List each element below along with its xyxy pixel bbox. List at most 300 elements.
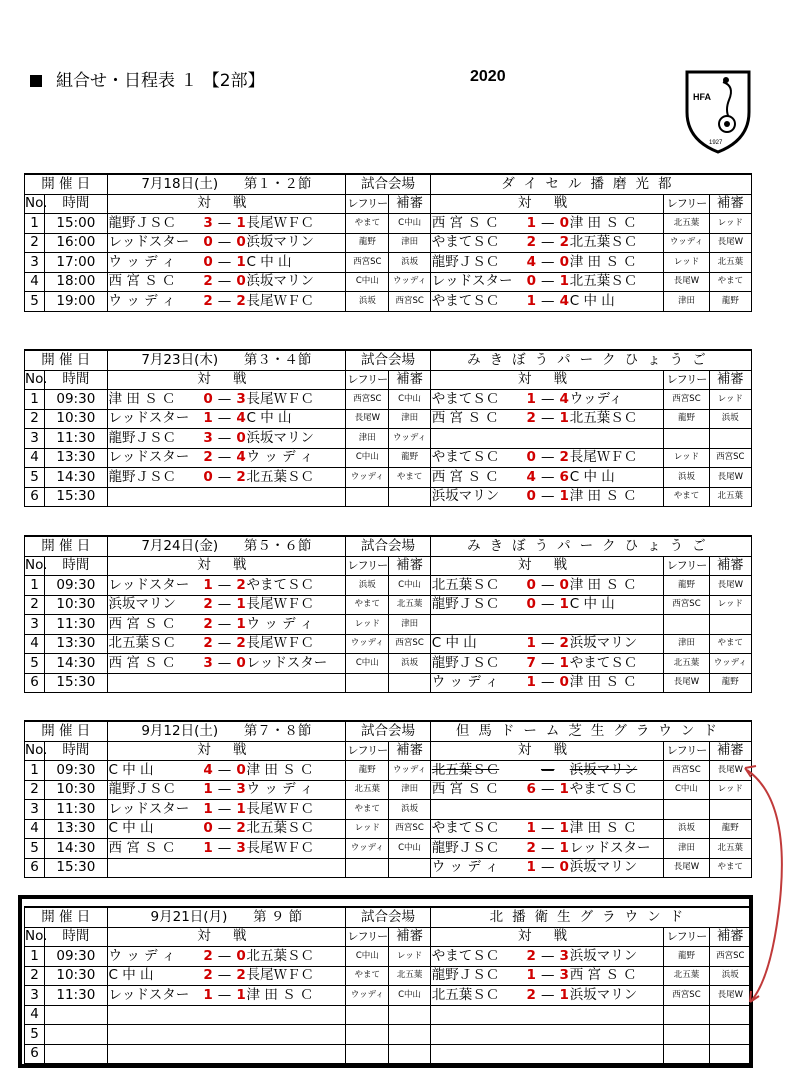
row-no: 4 <box>25 634 45 654</box>
table-row <box>25 634 752 654</box>
home-team: レッドスター <box>108 234 190 251</box>
home-team: 西 宮 Ｓ Ｃ <box>108 839 176 856</box>
match-line <box>432 391 663 408</box>
away-score: 1 <box>559 273 569 290</box>
match-left <box>107 780 346 800</box>
row-no: 6 <box>25 673 45 693</box>
referee: レッド <box>346 615 389 635</box>
row-no: 5 <box>25 654 45 674</box>
match-left <box>107 272 346 292</box>
away-team: ウッディ <box>569 390 623 407</box>
away-score: 0 <box>559 214 569 231</box>
assistant-referee: 北五葉 <box>709 253 751 273</box>
col-referee: レフリー <box>664 194 709 214</box>
assistant-referee: ウッディ <box>389 429 430 449</box>
row-no: 5 <box>25 468 45 488</box>
dash: — <box>217 635 232 652</box>
col-assistant: 補審 <box>709 927 751 947</box>
kickoff-time: 17:00 <box>45 253 107 273</box>
assistant-referee: 西宮SC <box>389 634 430 654</box>
dash: — <box>541 273 555 290</box>
match-line <box>109 655 345 672</box>
kickoff-time: 09:30 <box>45 761 107 781</box>
referee: やまて <box>346 214 389 234</box>
assistant-referee: 西宮SC <box>709 448 751 468</box>
home-score: 0 <box>526 596 536 613</box>
away-team: 長尾ＷＦＣ <box>569 449 638 466</box>
match-line <box>109 391 345 408</box>
away-team: 浜坂マリン <box>569 761 638 778</box>
match-right <box>430 448 664 468</box>
referee: レッド <box>346 819 389 839</box>
kickoff-time: 15:30 <box>45 673 107 693</box>
match-line <box>109 577 345 594</box>
match-right <box>430 780 664 800</box>
home-score: 0 <box>526 576 536 593</box>
home-team: やまてＳＣ <box>431 947 500 964</box>
dash: — <box>217 820 232 837</box>
referee: 浜坂 <box>664 468 709 488</box>
away-team: 津 田 Ｓ Ｃ <box>246 986 314 1003</box>
col-referee: レフリー <box>664 741 709 761</box>
referee: C中山 <box>346 654 389 674</box>
match-line <box>109 430 345 447</box>
match-left <box>107 214 346 234</box>
col-time: 時間 <box>45 370 107 390</box>
home-team: やまてＳＣ <box>431 390 500 407</box>
kickoff-time: 10:30 <box>45 595 107 615</box>
assistant-referee: ウッディ <box>389 761 430 781</box>
match-line <box>109 234 345 251</box>
assistant-referee: 浜坂 <box>709 966 751 986</box>
match-right <box>430 253 664 273</box>
col-referee: レフリー <box>664 927 709 947</box>
match-left <box>107 468 346 488</box>
home-score: 2 <box>526 986 536 1003</box>
away-score: 2 <box>236 820 246 837</box>
referee: 龍野 <box>664 576 709 596</box>
home-team: 龍野ＪＳＣ <box>431 654 500 671</box>
row-no: 5 <box>25 292 45 312</box>
dash: — <box>540 635 555 652</box>
dash: — <box>217 615 232 632</box>
col-assistant: 補審 <box>389 556 430 576</box>
assistant-referee: レッド <box>709 780 751 800</box>
home-team: レッドスター <box>108 449 190 466</box>
home-team: 津 田 Ｓ Ｃ <box>108 390 176 407</box>
away-score: 2 <box>236 292 246 309</box>
match-line <box>109 820 345 837</box>
match-line <box>432 781 663 798</box>
schedule-block <box>24 535 752 693</box>
away-team: 浜坂マリン <box>246 429 315 446</box>
row-no: 2 <box>25 595 45 615</box>
kickoff-time: 13:30 <box>45 819 107 839</box>
venue-name: ダイセル播磨光都 <box>430 174 751 194</box>
home-score: 2 <box>203 947 213 964</box>
match-date: 7月18日(土) <box>141 175 219 192</box>
schedule-block <box>24 349 752 507</box>
home-score: 2 <box>203 635 213 652</box>
referee: 北五葉 <box>346 780 389 800</box>
home-score: 3 <box>203 429 213 446</box>
away-score: 2 <box>236 635 246 652</box>
away-team: 津 田 Ｓ Ｃ <box>569 576 637 593</box>
table-row <box>25 780 752 800</box>
match-right <box>430 233 664 253</box>
match-right <box>430 800 664 820</box>
dash: — <box>540 674 555 691</box>
home-score: 0 <box>203 234 213 251</box>
away-score: 2 <box>559 635 569 652</box>
match-line <box>109 801 345 818</box>
away-score: 1 <box>559 488 569 505</box>
dash: — <box>540 576 555 593</box>
col-match: 対 戦 <box>107 556 346 576</box>
home-team: 龍野ＪＳＣ <box>108 429 177 446</box>
row-no: 3 <box>25 429 45 449</box>
match-left <box>107 761 346 781</box>
away-team: C 中 山 <box>569 596 615 613</box>
kickoff-time: 15:30 <box>45 858 107 878</box>
referee: ウッディ <box>664 233 709 253</box>
away-score: 1 <box>559 596 569 613</box>
match-right <box>430 634 664 654</box>
dash: — <box>217 800 232 817</box>
svg-text:HFA: HFA <box>693 92 711 102</box>
dash: — <box>541 292 555 309</box>
away-score: 1 <box>559 781 569 798</box>
match-line <box>432 488 663 505</box>
away-score: 3 <box>236 390 246 407</box>
match-line <box>432 410 663 427</box>
schedule-block <box>24 720 752 878</box>
home-team: 北五葉ＳＣ <box>431 576 500 593</box>
col-match: 対 戦 <box>430 741 664 761</box>
col-match: 対 戦 <box>430 194 664 214</box>
home-score: 1 <box>526 390 536 407</box>
referee: 津田 <box>664 634 709 654</box>
row-no: 3 <box>25 615 45 635</box>
row-no: 1 <box>25 390 45 410</box>
kickoff-time: 14:30 <box>45 839 107 859</box>
match-left <box>107 253 346 273</box>
row-no: 4 <box>25 272 45 292</box>
match-right <box>430 487 664 507</box>
away-team: 長尾ＷＦＣ <box>246 596 315 613</box>
block-header-row <box>25 350 752 370</box>
schedule-table <box>24 535 752 693</box>
match-line <box>109 762 345 779</box>
kickoff-time: 13:30 <box>45 448 107 468</box>
assistant-referee: やまて <box>709 634 751 654</box>
referee: 浜坂 <box>346 576 389 596</box>
home-team: 龍野ＪＳＣ <box>108 468 177 485</box>
match-line <box>432 762 663 779</box>
match-right <box>430 595 664 615</box>
away-score: 1 <box>236 596 246 613</box>
table-row <box>25 595 752 615</box>
match-line <box>109 635 345 652</box>
referee <box>346 673 389 693</box>
row-no: 5 <box>25 839 45 859</box>
col-assistant: 補審 <box>389 370 430 390</box>
match-line <box>109 215 345 232</box>
referee: 北五葉 <box>664 214 709 234</box>
col-match: 対 戦 <box>430 927 664 947</box>
match-right <box>430 292 664 312</box>
date-label: 開 催 日 <box>25 721 108 741</box>
match-right <box>430 272 664 292</box>
match-date: 7月23日(木) <box>141 351 219 368</box>
table-row <box>25 858 752 878</box>
assistant-referee: 浜坂 <box>389 253 430 273</box>
table-row <box>25 233 752 253</box>
assistant-referee: 西宮SC <box>389 292 430 312</box>
home-score: 2 <box>526 947 536 964</box>
match-date: 9月12日(土) <box>141 722 219 739</box>
schedule-table <box>24 173 752 312</box>
home-score: 1 <box>203 986 213 1003</box>
round-label: 第７・８節 <box>243 722 312 739</box>
home-team: 龍野ＪＳＣ <box>108 781 177 798</box>
table-row <box>25 448 752 468</box>
assistant-referee: 龍野 <box>709 292 751 312</box>
referee: 北五葉 <box>664 654 709 674</box>
referee: ウッディ <box>346 839 389 859</box>
away-team: 浜坂マリン <box>569 859 638 876</box>
home-team: ウ ッ デ ィ <box>431 674 499 691</box>
away-team: 津 田 Ｓ Ｃ <box>246 761 314 778</box>
match-line <box>109 781 345 798</box>
referee: ウッディ <box>346 986 389 1006</box>
col-no: No. <box>25 927 45 947</box>
dash: — <box>217 292 232 309</box>
home-score: 1 <box>203 410 213 427</box>
away-score: 0 <box>236 761 246 778</box>
home-team: 龍野ＪＳＣ <box>431 253 500 270</box>
kickoff-time: 10:30 <box>45 780 107 800</box>
away-score: 0 <box>236 429 246 446</box>
referee: やまて <box>664 487 709 507</box>
home-team: 龍野ＪＳＣ <box>431 839 500 856</box>
home-score: 3 <box>203 654 213 671</box>
match-right <box>430 858 664 878</box>
date-round <box>107 174 346 194</box>
row-no: 2 <box>25 966 45 986</box>
referee: 西宮SC <box>346 253 389 273</box>
assistant-referee: 北五葉 <box>389 595 430 615</box>
block-header-row <box>25 174 752 194</box>
match-line <box>432 655 663 672</box>
column-header-row <box>25 741 752 761</box>
away-score: 4 <box>236 410 246 427</box>
row-no: 4 <box>25 1005 45 1025</box>
home-score: 1 <box>526 967 536 984</box>
row-no: 3 <box>25 986 45 1006</box>
table-row <box>25 673 752 693</box>
referee: やまて <box>346 595 389 615</box>
away-score: 1 <box>559 410 569 427</box>
kickoff-time: 10:30 <box>45 409 107 429</box>
home-team: レッドスター <box>108 986 190 1003</box>
assistant-referee: レッド <box>389 947 430 967</box>
match-line <box>109 616 345 633</box>
away-team: C 中 山 <box>246 253 292 270</box>
col-referee: レフリー <box>346 194 389 214</box>
assistant-referee: C中山 <box>389 839 430 859</box>
home-score: 1 <box>203 576 213 593</box>
row-no: 2 <box>25 409 45 429</box>
match-line <box>432 820 663 837</box>
table-row <box>25 272 752 292</box>
match-line <box>432 469 663 486</box>
away-team: 津 田 Ｓ Ｃ <box>569 253 637 270</box>
away-score: 4 <box>559 292 569 309</box>
assistant-referee: ウッディ <box>389 272 430 292</box>
match-line <box>432 674 663 691</box>
date-round <box>107 721 346 741</box>
referee: 津田 <box>664 292 709 312</box>
away-team: 北五葉ＳＣ <box>569 234 638 251</box>
schedule-block <box>24 173 752 312</box>
block-header-row <box>25 536 752 556</box>
away-score: 1 <box>559 986 569 1003</box>
kickoff-time: 11:30 <box>45 986 107 1006</box>
referee <box>664 615 709 635</box>
match-left <box>107 448 346 468</box>
col-time: 時間 <box>45 556 107 576</box>
home-team: 浜坂マリン <box>108 596 177 613</box>
row-no: 1 <box>25 214 45 234</box>
table-row <box>25 468 752 488</box>
away-score: 0 <box>236 273 246 290</box>
away-score: 1 <box>236 986 246 1003</box>
home-team: C 中 山 <box>108 820 154 837</box>
dash: — <box>540 488 555 505</box>
away-team: 浜坂マリン <box>569 947 638 964</box>
home-team: やまてＳＣ <box>431 449 500 466</box>
dash: — <box>540 449 555 466</box>
col-assistant: 補審 <box>709 194 751 214</box>
referee: 西宮SC <box>664 761 709 781</box>
away-team: レッドスター <box>569 839 651 856</box>
kickoff-time: 09:30 <box>45 947 107 967</box>
away-team: やまてＳＣ <box>246 576 315 593</box>
table-row <box>25 429 752 449</box>
away-team: ウ ッ デ ィ <box>246 781 314 798</box>
col-referee: レフリー <box>346 556 389 576</box>
assistant-referee <box>709 800 751 820</box>
match-left <box>107 819 346 839</box>
row-no: 4 <box>25 448 45 468</box>
away-team: 北五葉ＳＣ <box>569 410 638 427</box>
dash: — <box>540 967 555 984</box>
assistant-referee: 北五葉 <box>709 487 751 507</box>
assistant-referee: レッド <box>709 214 751 234</box>
away-team: ウ ッ デ ィ <box>246 449 314 466</box>
kickoff-time: 11:30 <box>45 429 107 449</box>
dash: — <box>217 781 232 798</box>
home-score: 4 <box>526 253 536 270</box>
referee: やまて <box>346 800 389 820</box>
home-team: C 中 山 <box>431 635 477 652</box>
away-score: 1 <box>559 839 569 856</box>
home-team: 西 宮 Ｓ Ｃ <box>431 468 499 485</box>
assistant-referee: ウッディ <box>709 654 751 674</box>
dash: — <box>217 986 232 1003</box>
assistant-referee <box>389 673 430 693</box>
away-team: 浜坂マリン <box>569 986 638 1003</box>
row-no: 6 <box>25 487 45 507</box>
referee: 龍野 <box>346 233 389 253</box>
match-right <box>430 654 664 674</box>
venue-label: 試合会場 <box>346 721 431 741</box>
match-right <box>430 468 664 488</box>
home-team: 北五葉ＳＣ <box>431 986 500 1003</box>
kickoff-time: 14:30 <box>45 468 107 488</box>
home-team: ウ ッ デ ィ <box>108 253 176 270</box>
referee: 長尾W <box>664 858 709 878</box>
col-time: 時間 <box>45 741 107 761</box>
assistant-referee: C中山 <box>389 986 430 1006</box>
table-row <box>25 654 752 674</box>
referee: C中山 <box>346 272 389 292</box>
assistant-referee: 津田 <box>389 780 430 800</box>
referee <box>664 429 709 449</box>
home-score: 0 <box>526 488 536 505</box>
home-team: 龍野ＪＳＣ <box>431 596 500 613</box>
referee: 龍野 <box>664 947 709 967</box>
col-referee: レフリー <box>346 370 389 390</box>
referee: 浜坂 <box>664 819 709 839</box>
col-no: No. <box>25 741 45 761</box>
referee: 長尾W <box>664 272 709 292</box>
assistant-referee: 長尾W <box>709 468 751 488</box>
assistant-referee: 津田 <box>389 233 430 253</box>
home-team: 西 宮 Ｓ Ｃ <box>431 410 499 427</box>
home-score: 1 <box>203 781 213 798</box>
col-no: No. <box>25 194 45 214</box>
match-right <box>430 761 664 781</box>
assistant-referee: 長尾W <box>709 761 751 781</box>
assistant-referee <box>709 615 751 635</box>
referee: C中山 <box>346 947 389 967</box>
match-line <box>109 273 345 290</box>
home-team: やまてＳＣ <box>431 234 500 251</box>
home-team: ウ ッ デ ィ <box>108 292 176 309</box>
away-score: 2 <box>236 576 246 593</box>
assistant-referee <box>709 429 751 449</box>
home-score: 1 <box>203 839 213 856</box>
home-team: 浜坂マリン <box>431 488 500 505</box>
away-score: 0 <box>559 253 569 270</box>
dash: — <box>541 234 555 251</box>
home-score: 7 <box>526 654 536 671</box>
away-team: ウ ッ デ ィ <box>246 615 314 632</box>
dash: — <box>540 468 555 485</box>
away-score: 0 <box>559 859 569 876</box>
match-right <box>430 214 664 234</box>
away-team: 長尾ＷＦＣ <box>246 214 315 231</box>
assistant-referee: 浜坂 <box>389 654 430 674</box>
referee: やまて <box>346 966 389 986</box>
referee: 津田 <box>346 429 389 449</box>
schedule-table <box>24 349 752 507</box>
away-score: 1 <box>559 820 569 837</box>
date-label: 開 催 日 <box>25 350 108 370</box>
match-left <box>107 233 346 253</box>
